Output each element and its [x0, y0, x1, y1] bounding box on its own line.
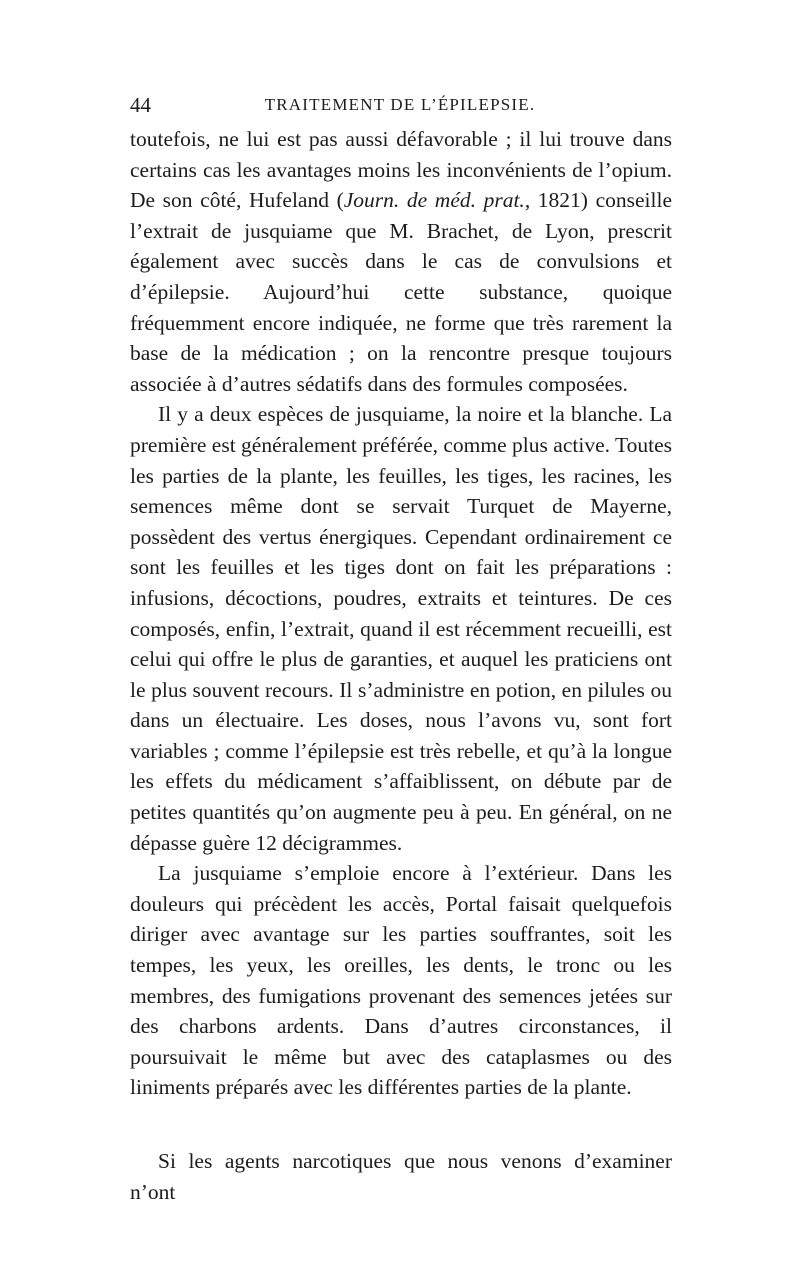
paragraph-2: Il y a deux espèces de jusquiame, la noire et la blanche. La première est généralement préférée, comme plus active. Toutes les parties de la plante, les feuilles, les tiges, les racines, les semences même dont se servait Turquet de Mayerne, possèdent des vertus énergiques. Cependant ordinairement ce sont les feuilles et les tiges dont on fait les préparations : infusions, décoctions, poudres, extraits et teintures. De ces composés, enfin, l’extrait, quand il est récemment recueilli, est celui qui offre le plus de garanties, et auquel les praticiens ont le plus souvent recours. Il s’administre en potion, en pilules ou dans un électuaire. Les doses, nous l’avons vu, sont fort variables ; comme l’épilepsie est très rebelle, et qu’à la longue les effets du médicament s’affaiblissent, on débute par de petites quantités qu’on augmente peu à peu. En général, on ne dépasse guère 12 décigrammes.	[130, 402, 672, 855]
journal-citation: Journ. de méd. prat.	[343, 188, 525, 213]
paragraph-4: Si les agents narcotiques que nous venons d’examiner n’ont	[130, 1149, 672, 1204]
running-title: TRAITEMENT DE L’ÉPILEPSIE.	[264, 95, 536, 114]
paragraph-1-text-after: , 1821) conseille l’extrait de jusquiame que M. Brachet, de Lyon, prescrit également avec succès dans le cas de convulsions et d’épilepsie. Aujourd’hui cette substance, quoique fréquemment encore indiquée, ne forme que très rarement la base de la médication ; on la rencontre presque toujours associée à d’autres sédatifs dans des formules composées.	[130, 188, 672, 396]
paragraph-3: La jusquiame s’emploie encore à l’extérieur. Dans les douleurs qui précèdent les accès, Portal faisait quelquefois diriger avec avantage sur les parties souffrantes, soit les tempes, les yeux, les oreilles, les dents, le tronc ou les membres, des fumigations provenant des semences jetées sur des charbons ardents. Dans d’autres circonstances, il poursuivait le même but avec des cataplasmes ou des liniments préparés avec les différentes parties de la plante.	[130, 861, 672, 1100]
page-number: 44	[130, 93, 151, 117]
body-text	[130, 124, 672, 1207]
paragraph-1	[130, 124, 672, 399]
running-head	[130, 92, 670, 118]
paragraph-1-text-before: toutefois, ne lui est pas aussi défavorable ; il lui trouve dans certains cas les avantages moins les inconvénients de l’opium. De son côté, Hufeland (	[130, 127, 672, 213]
